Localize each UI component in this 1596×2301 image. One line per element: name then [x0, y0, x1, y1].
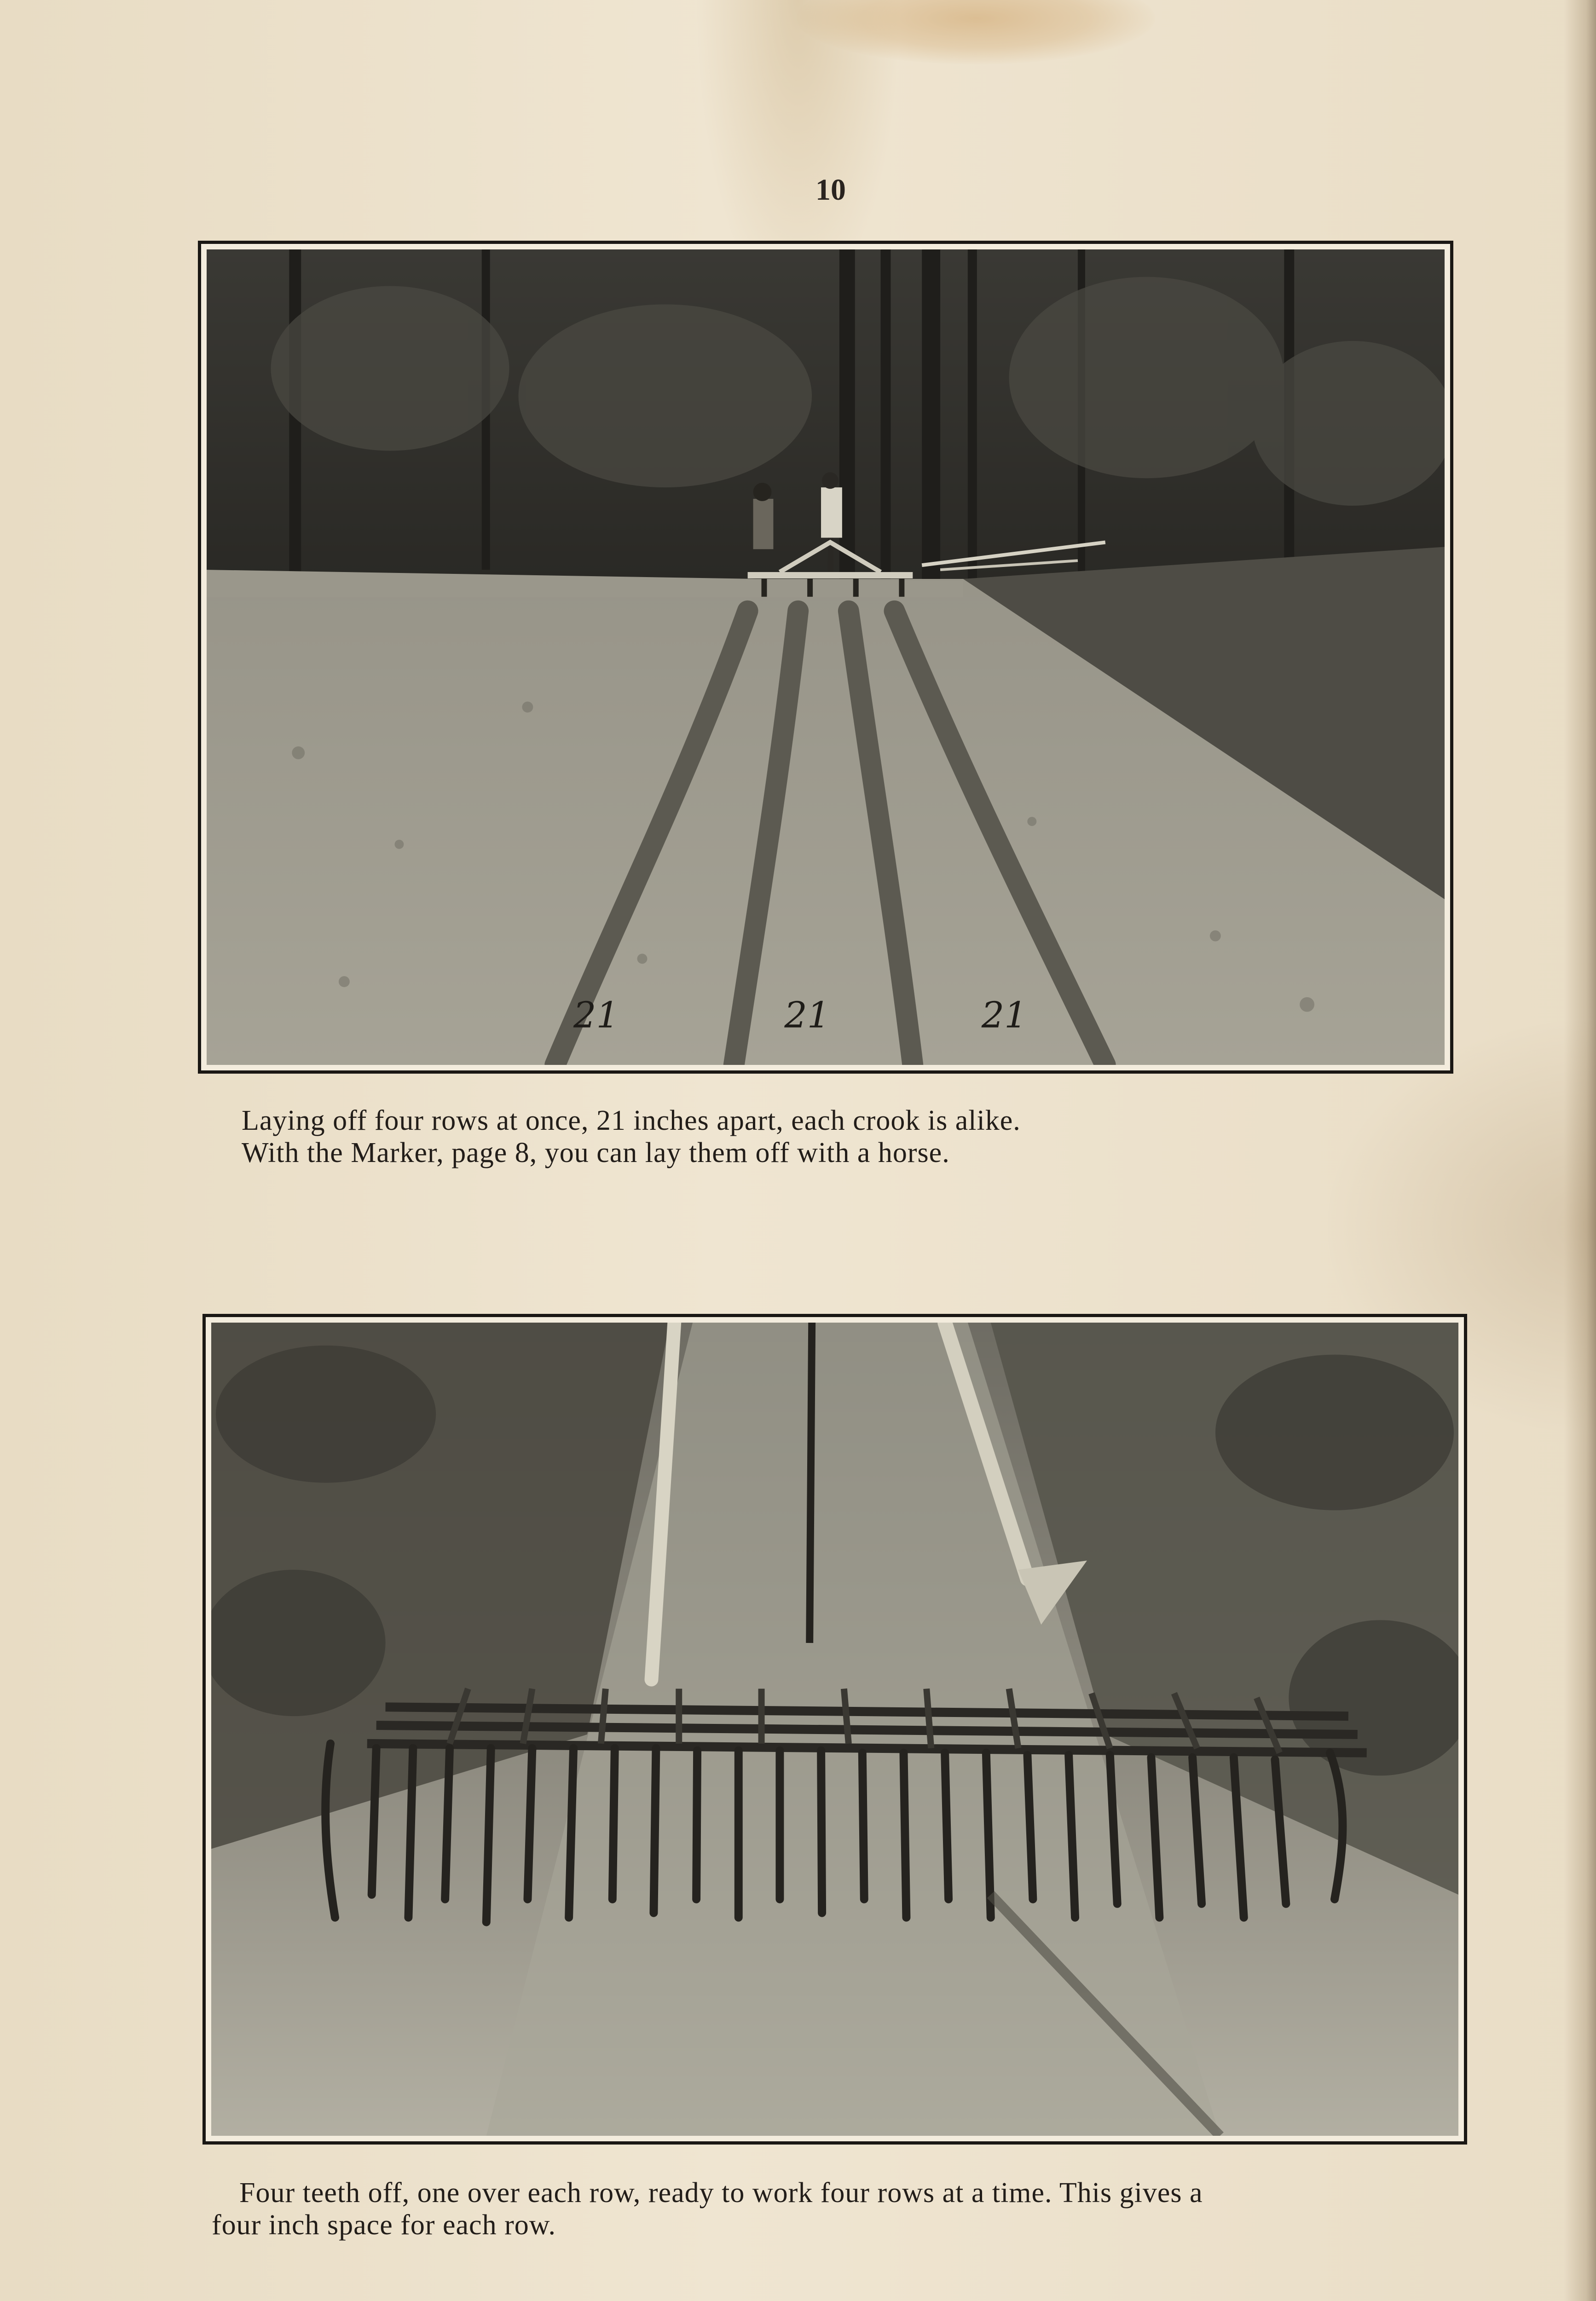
caption-line: Laying off four rows at once, 21 inches apart, each crook is alike.: [242, 1105, 1021, 1136]
row-mark-2: 21: [784, 994, 830, 1036]
photo-field-furrows: [207, 249, 1445, 1065]
page-number: 10: [815, 173, 846, 207]
photo-rake-teeth: [202, 1314, 1467, 2145]
page-gutter-shadow: [1564, 0, 1596, 2301]
caption-line: Four teeth off, one over each row, ready to work four rows at a time. This gives a: [239, 2177, 1203, 2208]
photo-laying-off-rows: [198, 241, 1453, 1074]
caption-line: With the Marker, page 8, you can lay them off with a horse.: [242, 1137, 950, 1168]
row-mark-1: 21: [573, 994, 619, 1036]
caption-rake-teeth: [212, 2177, 1473, 2241]
photo-rake-closeup: [211, 1323, 1458, 2136]
water-stain: [796, 0, 1155, 64]
caption-laying-off-rows: [242, 1104, 1484, 1169]
row-mark-3: 21: [981, 994, 1027, 1036]
caption-line: four inch space for each row.: [212, 2209, 556, 2241]
